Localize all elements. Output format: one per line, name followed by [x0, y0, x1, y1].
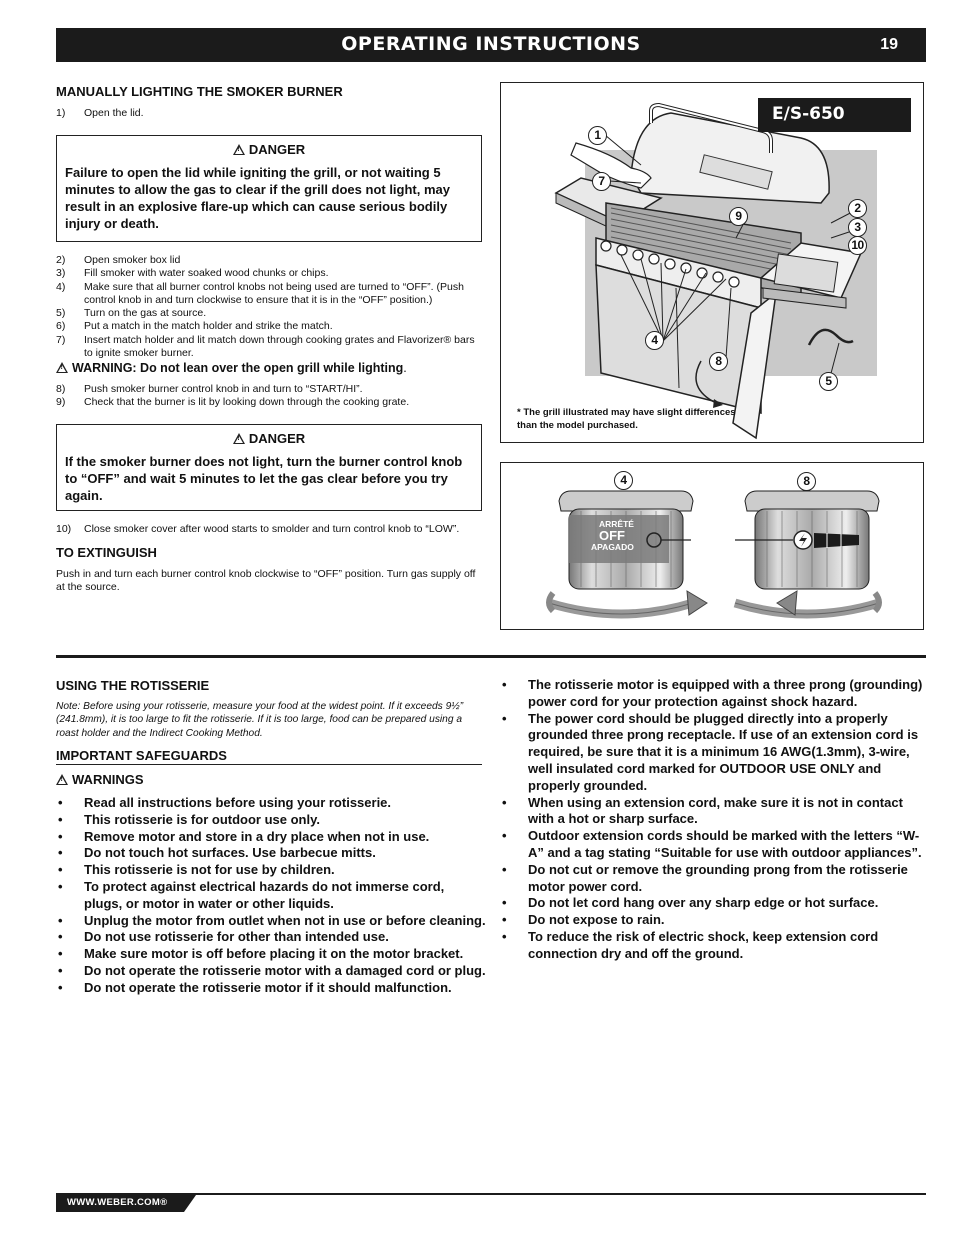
step-text: Turn on the gas at source. [84, 307, 207, 320]
callout-number: 4 [614, 471, 633, 490]
step-item [56, 254, 482, 267]
callout-number: 8 [797, 472, 816, 491]
rotisserie-heading: USING THE ROTISSERIE [56, 678, 210, 693]
right-bullet-list [500, 677, 926, 963]
step-item [56, 267, 482, 280]
step-10 [56, 523, 482, 536]
bullet-item: • Do not cut or remove the grounding prong from the rotisserie motor power cord. [500, 862, 926, 896]
step-number: 8) [56, 383, 66, 395]
warning-triangle-icon [233, 433, 245, 444]
danger-label: DANGER [248, 142, 306, 157]
danger-title [65, 142, 473, 157]
step-text: Insert match holder and lit match down through cooking grates and Flavorizer® bars to ignite smoker burner. [84, 333, 475, 360]
danger-title [65, 431, 473, 446]
step-number: 9) [56, 396, 66, 409]
step-number: 4) [56, 280, 66, 293]
warning-triangle-icon [233, 144, 245, 155]
bullet-item: • Read all instructions before using your rotisserie. [56, 795, 486, 812]
step-number: 10) [56, 523, 72, 535]
step-item [56, 396, 482, 409]
knob-left [549, 491, 707, 615]
danger-body: Failure to open the lid while igniting the grill, or not waiting 5 minutes to allow the gas to clear if the grill does not light, may result in an explosive flare-up which can cause serious bodily injury or death. [65, 165, 450, 231]
step-number: 3) [56, 267, 66, 280]
knob-illustration [501, 463, 922, 628]
bullet-item: • Unplug the motor from outlet when not in use or before cleaning. [56, 913, 486, 930]
page-number: 19 [880, 36, 898, 53]
callout-number: 7 [592, 172, 611, 191]
step-1 [56, 107, 476, 120]
off-label-en: OFF [599, 528, 625, 543]
bullet-item: • When using an extension cord, make sure it is not in contact with a hot or sharp surface. [500, 795, 926, 829]
warnings-label [56, 772, 144, 787]
step-item [56, 334, 482, 361]
model-label: E/S-650 [758, 98, 911, 132]
step-item [56, 281, 482, 308]
bullet-item: • Do not expose to rain. [500, 912, 926, 929]
bullet-item: • Outdoor extension cords should be marked with the letters “W-A” and a tag stating “Suitable for use with outdoor appliances”. [500, 828, 926, 862]
step-number: 1) [56, 107, 66, 119]
knob-right [735, 491, 879, 615]
bullet-item: • Remove motor and store in a dry place when not in use. [56, 829, 486, 846]
off-label-fr: ARRÊTÉ [599, 519, 634, 529]
callout-number: 2 [848, 199, 867, 218]
step-text: Fill smoker with water soaked wood chunks or chips. [84, 267, 329, 280]
bullet-item: • To protect against electrical hazards do not immerse cord, plugs, or motor in water or other liquids. [56, 879, 486, 913]
step-item [56, 383, 482, 396]
off-label-es: APAGADO [591, 542, 634, 552]
header-bar [56, 28, 926, 62]
left-bullet-list [56, 795, 486, 997]
callout-number: 8 [709, 352, 728, 371]
step-item [56, 320, 482, 333]
grill-illustration [501, 83, 922, 441]
step-text: Put a match in the match holder and strike the match. [84, 320, 333, 333]
bullet-item: • Do not touch hot surfaces. Use barbecue mitts. [56, 845, 486, 862]
step-text: Check that the burner is lit by looking down through the cooking grate. [84, 396, 410, 409]
extinguish-heading: TO EXTINGUISH [56, 545, 157, 560]
section-divider [56, 655, 926, 658]
step-number: 2) [56, 254, 66, 266]
step-text: Close smoker cover after wood starts to smolder and turn control knob to “LOW”. [84, 523, 460, 535]
step-text: Open the lid. [84, 107, 144, 119]
danger-label: DANGER [248, 431, 306, 446]
bullet-item: • This rotisserie is for outdoor use only. [56, 812, 486, 829]
warning-triangle-icon [56, 362, 68, 373]
bullet-item: • Do not use rotisserie for other than intended use. [56, 929, 486, 946]
grill-figure [500, 82, 924, 443]
knob-figure [500, 462, 924, 630]
step-item [56, 307, 482, 320]
smoker-heading: MANUALLY LIGHTING THE SMOKER BURNER [56, 84, 343, 99]
warning-triangle-icon [56, 774, 68, 785]
callout-number: 1 [588, 126, 607, 145]
step-number: 6) [56, 320, 66, 333]
step-text: Make sure that all burner control knobs not being used are turned to “OFF”. (Push control knob in and turn clockwise to ensure that it is in the “OFF” position.) [84, 280, 464, 306]
steps-list-2 [56, 383, 482, 410]
bullet-item: • The rotisserie motor is equipped with a three prong (grounding) power cord for your protection against shock hazard. [500, 677, 926, 711]
danger-box-1 [56, 135, 482, 242]
danger-body: If the smoker burner does not light, turn the burner control knob to “OFF” and wait 5 minutes to let the gas clear before you try again. [65, 454, 463, 503]
lean-warning: !WARNING: Do not lean over the open grill while lighting. [56, 361, 407, 375]
page-title: OPERATING INSTRUCTIONS [341, 33, 641, 55]
warnings-text: WARNINGS [72, 772, 144, 787]
callout-number: 3 [848, 218, 867, 237]
step-text: Push smoker burner control knob in and turn to “START/HI”. [84, 383, 363, 395]
step-text: Open smoker box lid [84, 254, 181, 266]
steps-list [56, 254, 482, 360]
callout-number: 10 [848, 236, 867, 255]
callout-number: 5 [819, 372, 838, 391]
step-number: 7) [56, 333, 66, 346]
callout-number: 9 [729, 207, 748, 226]
bullet-item: • Make sure motor is off before placing it on the motor bracket. [56, 946, 486, 963]
step-number: 5) [56, 307, 66, 320]
bullet-item: • Do not operate the rotisserie motor with a damaged cord or plug. [56, 963, 486, 980]
bullet-item: • The power cord should be plugged directly into a properly grounded three prong receptacle. If use of an extension cord is required, be sure that it is a minimum 16 AWG(1.3mm), 3-wire, well insulated cord marked for OUTDOOR USE ONLY and properly grounded. [500, 711, 926, 795]
callout-number: 4 [645, 331, 664, 350]
bullet-item: • To reduce the risk of electric shock, keep extension cord connection dry and off the ground. [500, 929, 926, 963]
danger-box-2 [56, 424, 482, 511]
bullet-item: • Do not operate the rotisserie motor if it should malfunction. [56, 980, 486, 997]
figure-note: * The grill illustrated may have slight differences than the model purchased. [517, 407, 736, 431]
bullet-item: • This rotisserie is not for use by children. [56, 862, 486, 879]
extinguish-body: Push in and turn each burner control knob clockwise to “OFF” position. Turn gas supply off at the source. [56, 568, 476, 594]
footer-url[interactable]: WWW.WEBER.COM® [67, 1197, 168, 1208]
off-label [591, 519, 634, 552]
warning-text: WARNING: Do not lean over the open grill while lighting [72, 361, 404, 375]
bullet-item: • Do not let cord hang over any sharp edge or hot surface. [500, 895, 926, 912]
safeguards-heading: IMPORTANT SAFEGUARDS [56, 748, 482, 765]
rotisserie-note: Note: Before using your rotisserie, measure your food at the widest point. If it exceeds 9½” (241.8mm), it is too large to fit the rotisserie. If it is too large, food can be prepared using a roast holder and the Indirect Cooking Method. [56, 701, 464, 739]
